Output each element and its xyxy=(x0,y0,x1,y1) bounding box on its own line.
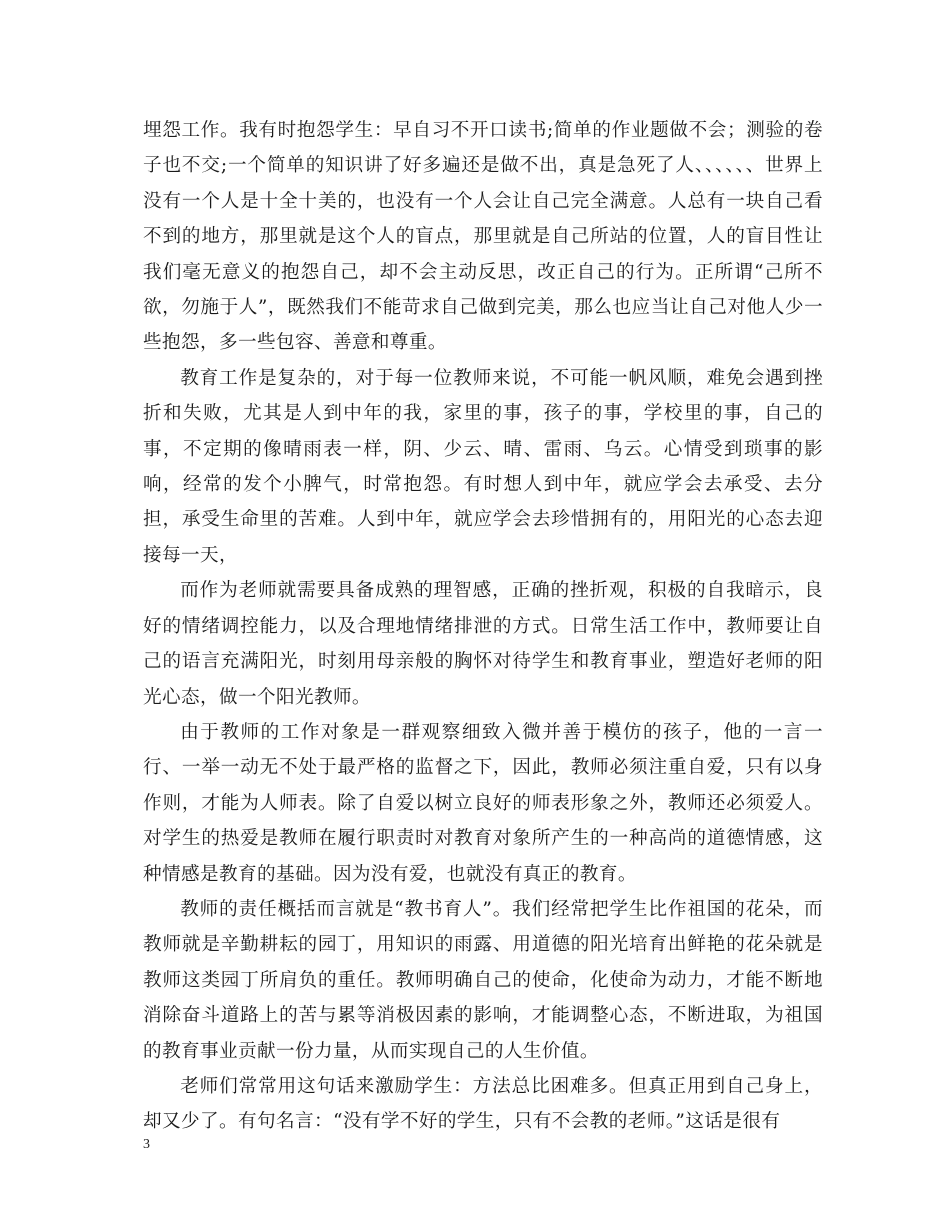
paragraph-4: 由于教师的工作对象是一群观察细致入微并善于模仿的孩子，他的一言一行、一举一动无不处于最严格的监督之下，因此，教师必须注重自爱，只有以身作则，才能为人师表。除了自爱以树立良好的师表形象之外，教师还必须爱人。对学生的热爱是教师在履行职责时对教育对象所产生的一种高尚的道德情感，这种情感是教育的基础。因为没有爱，也就没有真正的教育。 xyxy=(143,721,823,885)
paragraph-3: 而作为老师就需要具备成熟的理智感，正确的挫折观，积极的自我暗示，良好的情绪调控能力，以及合理地情绪排泄的方式。日常生活工作中，教师要让自己的语言充满阳光，时刻用母亲般的胸怀对待学生和教育事业，塑造好老师的阳光心态，做一个阳光教师。 xyxy=(143,580,823,708)
document-body xyxy=(143,113,823,1140)
page-number: 3 xyxy=(143,1137,150,1152)
paragraph-6: 老师们常常用这句话来激励学生：方法总比困难多。但真正用到自己身上，却又少了。有句名言：“没有学不好的学生，只有不会教的老师。”这话是很有 xyxy=(143,1075,823,1133)
paragraph-2: 教育工作是复杂的，对于每一位教师来说，不可能一帆风顺，难免会遇到挫折和失败，尤其是人到中年的我，家里的事，孩子的事，学校里的事，自己的事，不定期的像晴雨表一样，阴、少云、晴、雷雨、乌云。心情受到琐事的影响，经常的发个小脾气，时常抱怨。有时想人到中年，就应学会去承受、去分担，承受生命里的苦难。人到中年，就应学会去珍惜拥有的，用阳光的心态去迎接每一天， xyxy=(143,367,823,566)
paragraph-5: 教师的责任概括而言就是“教书育人”。我们经常把学生比作祖国的花朵，而教师就是辛勤耕耘的园丁，用知识的雨露、用道德的阳光培育出鲜艳的花朵就是教师这类园丁所肩负的重任。教师明确自己的使命，化使命为动力，才能不断地消除奋斗道路上的苦与累等消极因素的影响，才能调整心态，不断进取，为祖国的教育事业贡献一份力量，从而实现自己的人生价值。 xyxy=(143,898,823,1062)
paragraph-1: 埋怨工作。我有时抱怨学生：早自习不开口读书;简单的作业题做不会；测验的卷子也不交;一个简单的知识讲了好多遍还是做不出，真是急死了人、、、、、、世界上没有一个人是十全十美的，也没有一个人会让自己完全满意。人总有一块自己看不到的地方，那里就是这个人的盲点，那里就是自己所站的位置，人的盲目性让我们毫无意义的抱怨自己，却不会主动反思，改正自己的行为。正所谓“己所不欲，勿施于人”，既然我们不能苛求自己做到完美，那么也应当让自己对他人少一些抱怨，多一些包容、善意和尊重。 xyxy=(143,120,823,354)
